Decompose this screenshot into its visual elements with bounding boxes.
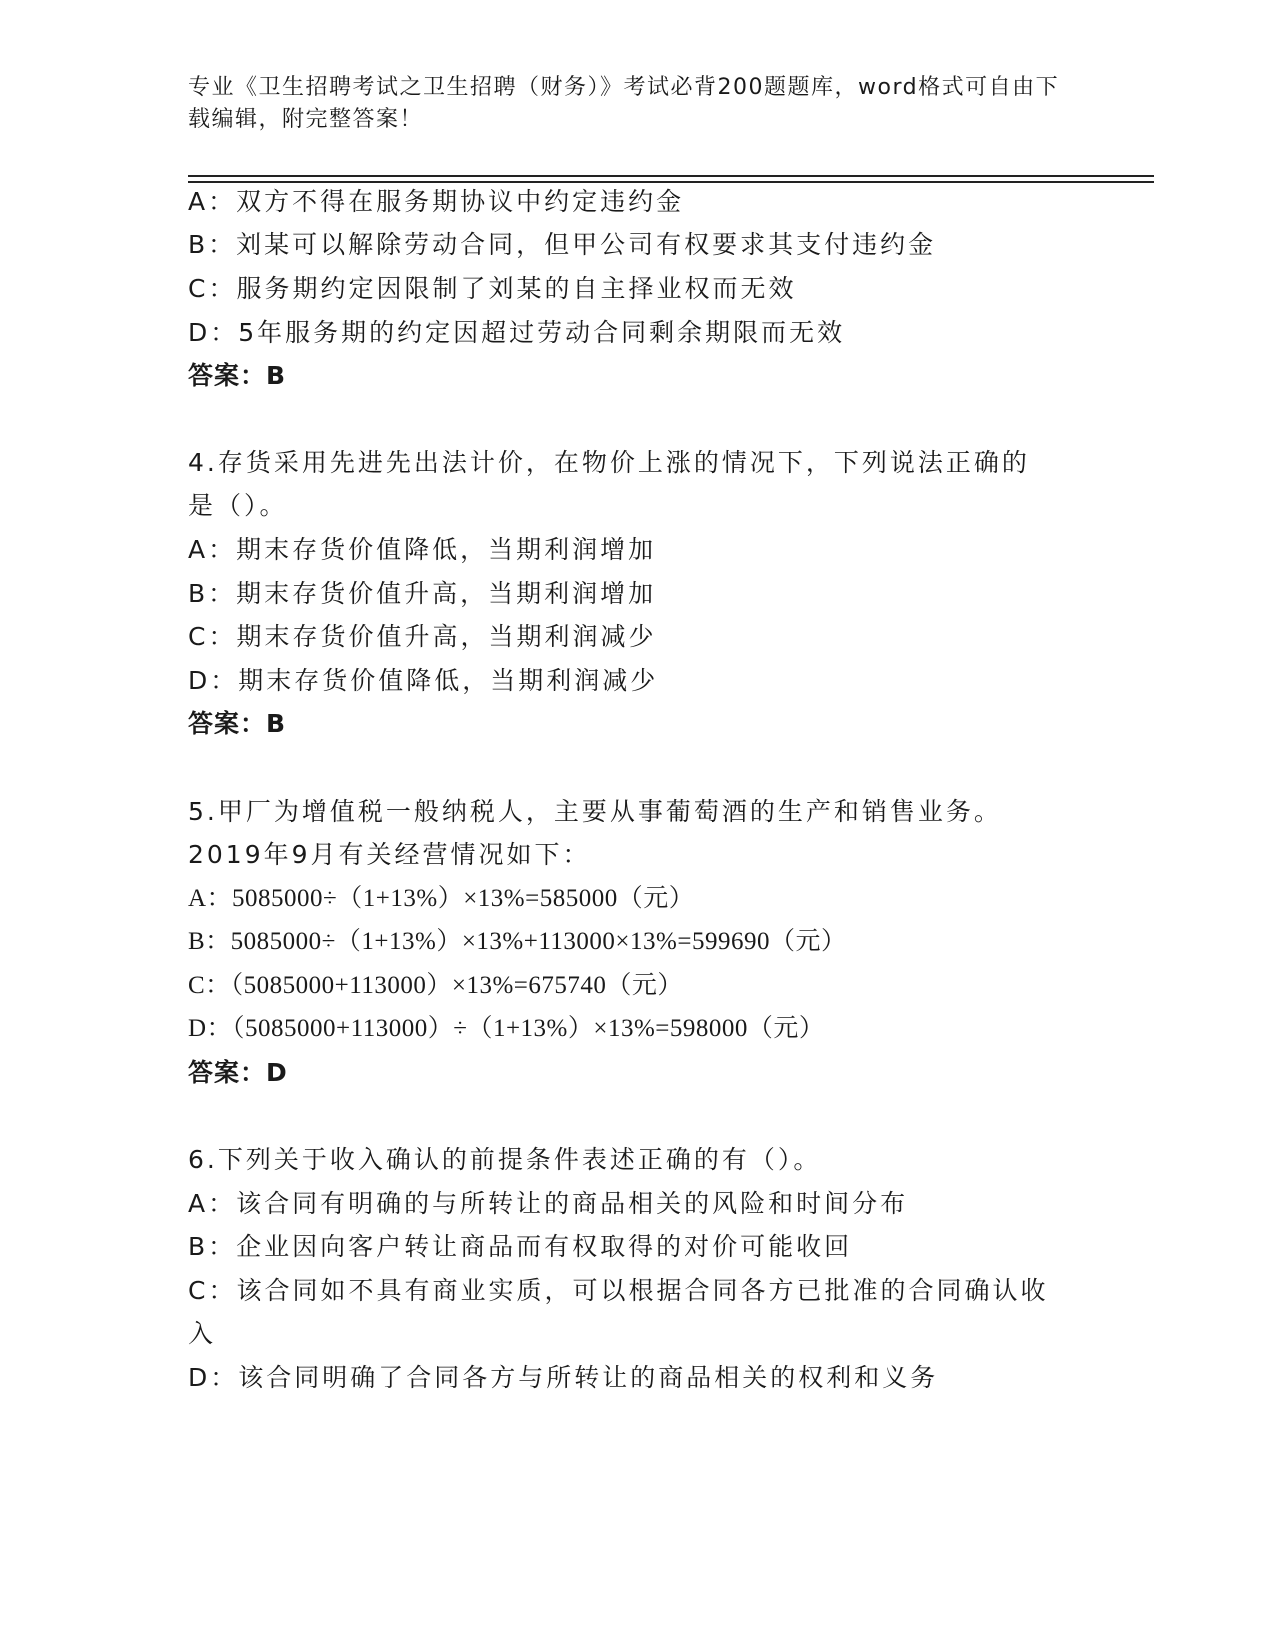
q6-option-c-line-1: C：该合同如不具有商业实质，可以根据合同各方已批准的合同确认收 [188,1276,1049,1305]
header-divider-top [188,175,1154,177]
q4-answer: 答案：B [188,709,287,738]
q5-stem-line-2: 2019年9月有关经营情况如下： [188,840,591,869]
q6-stem-line-1: 6.下列关于收入确认的前提条件表述正确的有（）。 [188,1145,822,1174]
q3-option-b: B：刘某可以解除劳动合同，但甲公司有权要求其支付违约金 [188,230,937,259]
q3-option-c: C：服务期约定因限制了刘某的自主择业权而无效 [188,274,797,303]
q6-option-d: D：该合同明确了合同各方与所转让的商品相关的权利和义务 [188,1363,939,1392]
q5-option-d: D：（5085000+113000）÷（1+13%）×13%=598000（元） [188,1015,825,1042]
q4-option-a: A：期末存货价值降低，当期利润增加 [188,535,657,564]
q5-option-b: B：5085000÷（1+13%）×13%+113000×13%=599690（元） [188,928,847,955]
q3-option-a: A：双方不得在服务期协议中约定违约金 [188,187,685,216]
q4-option-b: B：期末存货价值升高，当期利润增加 [188,579,657,608]
header-divider-bottom [188,181,1154,183]
q4-stem-line-1: 4.存货采用先进先出法计价，在物价上涨的情况下，下列说法正确的 [188,448,1030,477]
q3-answer: 答案：B [188,361,287,390]
q4-option-d: D：期末存货价值降低，当期利润减少 [188,666,659,695]
q3-option-d: D：5年服务期的约定因超过劳动合同剩余期限而无效 [188,318,846,347]
document-header: 专业《卫生招聘考试之卫生招聘（财务）》考试必背200题题库，word格式可自由下载编辑，附完整答案！ [188,75,1060,132]
q6-option-c-line-2: 入 [188,1319,217,1348]
q5-option-c: C：（5085000+113000）×13%=675740（元） [188,972,683,999]
q6-option-b: B：企业因向客户转让商品而有权取得的对价可能收回 [188,1232,853,1261]
q4-stem-line-2: 是（）。 [188,491,288,520]
q4-option-c: C：期末存货价值升高，当期利润减少 [188,622,657,651]
q6-option-a: A：该合同有明确的与所转让的商品相关的风险和时间分布 [188,1189,909,1218]
q5-answer: 答案：D [188,1058,288,1087]
q5-option-a: A：5085000÷（1+13%）×13%=585000（元） [188,885,695,912]
q5-stem-line-1: 5.甲厂为增值税一般纳税人，主要从事葡萄酒的生产和销售业务。 [188,797,1002,826]
